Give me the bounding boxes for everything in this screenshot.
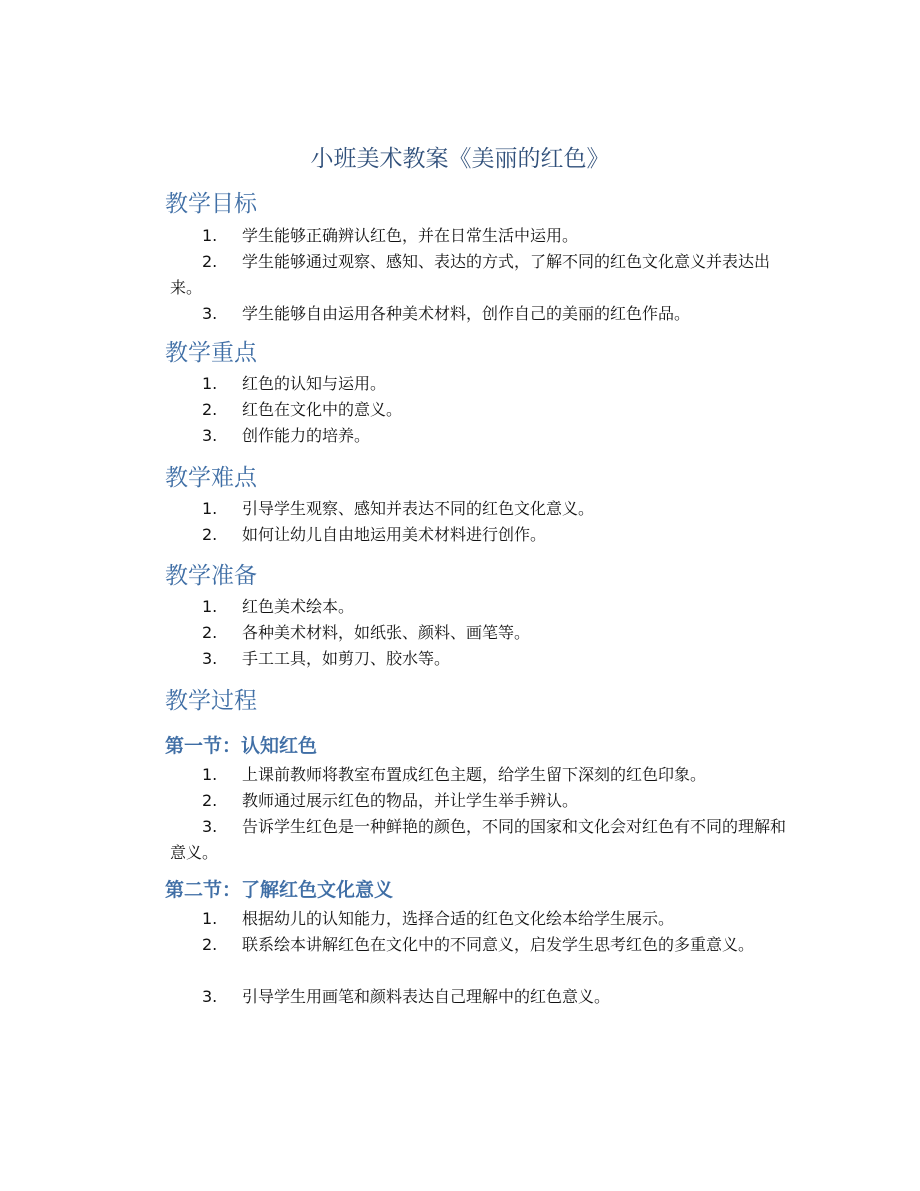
heading-process: 教学过程 [165,688,257,714]
list-item: 3. 引导学生用画笔和颜料表达自己理解中的红色意义。 [202,987,611,1006]
subheading-part1: 第一节：认知红色 [165,735,318,757]
list-item: 1. 引导学生观察、感知并表达不同的红色文化意义。 [202,499,595,518]
list-item: 3. 学生能够自由运用各种美术材料，创作自己的美丽的红色作品。 [202,304,691,323]
subheading-part2: 第二节：了解红色文化意义 [165,879,394,901]
heading-key-points: 教学重点 [165,340,257,366]
list-item: 1. 根据幼儿的认知能力，选择合适的红色文化绘本给学生展示。 [202,909,675,928]
heading-goals: 教学目标 [165,191,257,217]
list-item: 1. 学生能够正确辨认红色，并在日常生活中运用。 [202,226,579,245]
list-item: 1. 红色美术绘本。 [202,597,355,616]
document-title: 小班美术教案《美丽的红色》 [310,146,610,172]
list-item: 1. 上课前教师将教室布置成红色主题，给学生留下深刻的红色印象。 [202,765,707,784]
heading-difficulties: 教学难点 [165,465,257,491]
list-item: 2. 教师通过展示红色的物品，并让学生举手辨认。 [202,791,579,810]
list-item: 3. 告诉学生红色是一种鲜艳的颜色，不同的国家和文化会对红色有不同的理解和意义。 [170,817,787,862]
list-item: 2. 红色在文化中的意义。 [202,400,403,419]
list-item: 2. 联系绘本讲解红色在文化中的不同意义，启发学生思考红色的多重意义。 [202,935,755,954]
heading-preparation: 教学准备 [165,563,257,589]
list-item: 3. 手工工具，如剪刀、胶水等。 [202,649,451,668]
list-item: 2. 各种美术材料，如纸张、颜料、画笔等。 [202,623,531,642]
list-item: 2. 学生能够通过观察、感知、表达的方式，了解不同的红色文化意义并表达出来。 [170,252,771,297]
list-item: 2. 如何让幼儿自由地运用美术材料进行创作。 [202,525,547,544]
list-item: 1. 红色的认知与运用。 [202,374,387,393]
list-item: 3. 创作能力的培养。 [202,426,371,445]
